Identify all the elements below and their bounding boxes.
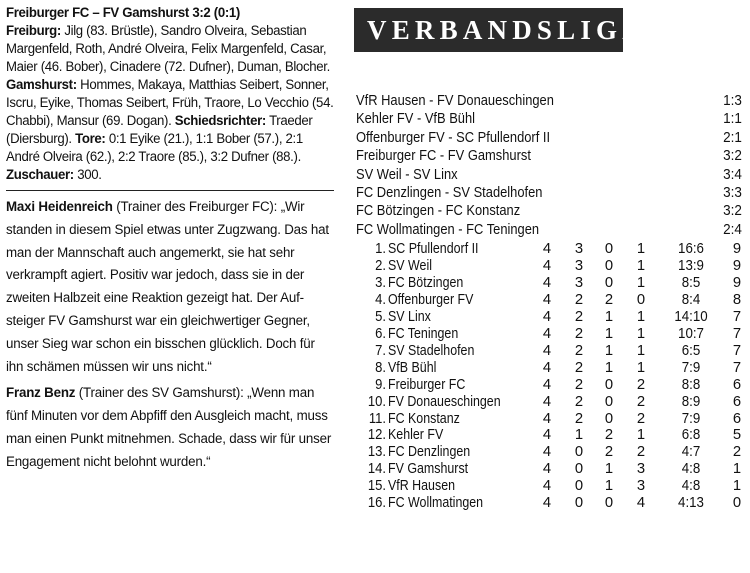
standing-losses: 1 bbox=[636, 359, 646, 376]
standing-games: 4 bbox=[542, 342, 552, 359]
standing-losses: 3 bbox=[636, 461, 646, 478]
standing-games: 4 bbox=[542, 478, 552, 495]
standing-losses: 1 bbox=[636, 325, 646, 342]
standing-goals: 16:6 bbox=[678, 241, 704, 258]
standing-games: 4 bbox=[542, 410, 552, 427]
standing-wins: 2 bbox=[574, 325, 584, 342]
standing-rank: 5. bbox=[375, 308, 386, 325]
standing-wins: 2 bbox=[574, 393, 584, 410]
standing-team: VfB Bühl bbox=[388, 359, 437, 376]
result-score: 1:1 bbox=[723, 110, 742, 128]
quote-benz bbox=[6, 382, 334, 473]
referee-label: Schiedsrichter: bbox=[174, 113, 266, 129]
table-row bbox=[354, 444, 746, 461]
standing-points: 6 bbox=[732, 393, 742, 410]
table-row bbox=[354, 258, 746, 275]
standing-losses: 2 bbox=[636, 410, 646, 427]
result-row bbox=[354, 147, 746, 165]
standing-games: 4 bbox=[542, 444, 552, 461]
result-row bbox=[354, 184, 746, 202]
standing-wins: 2 bbox=[574, 308, 584, 325]
quote-heidenreich bbox=[6, 196, 334, 378]
league-title: VERBANDSLIGA bbox=[354, 8, 623, 52]
standing-team: FV Gamshurst bbox=[388, 461, 469, 478]
standing-points: 5 bbox=[732, 427, 742, 444]
result-match: SV Weil - SV Linx bbox=[356, 165, 458, 183]
standing-wins: 0 bbox=[574, 478, 584, 495]
standing-losses: 2 bbox=[636, 393, 646, 410]
standing-losses: 1 bbox=[636, 258, 646, 275]
standing-points: 6 bbox=[732, 376, 742, 393]
table-row bbox=[354, 326, 746, 343]
standing-draws: 2 bbox=[604, 291, 614, 308]
standing-goals: 8:9 bbox=[681, 393, 701, 410]
table-row bbox=[354, 241, 746, 258]
standing-team: SC Pfullendorf II bbox=[388, 241, 479, 258]
standing-losses: 3 bbox=[636, 478, 646, 495]
standing-games: 4 bbox=[542, 427, 552, 444]
standing-games: 4 bbox=[542, 258, 552, 275]
standing-rank: 11. bbox=[368, 410, 386, 427]
standing-rank: 16. bbox=[367, 495, 386, 512]
standing-games: 4 bbox=[542, 495, 552, 512]
standing-games: 4 bbox=[542, 308, 552, 325]
standing-points: 2 bbox=[732, 444, 742, 461]
divider bbox=[6, 190, 334, 191]
standing-team: FC Teningen bbox=[388, 325, 459, 342]
standing-wins: 0 bbox=[574, 461, 584, 478]
standing-goals: 8:5 bbox=[681, 275, 701, 291]
result-score: 2:4 bbox=[723, 220, 742, 238]
result-match: Freiburger FC - FV Gamshurst bbox=[356, 147, 531, 165]
standing-wins: 0 bbox=[574, 495, 584, 512]
standing-rank: 2. bbox=[375, 258, 386, 275]
standing-points: 1 bbox=[732, 461, 742, 478]
quote-text: (Trainer des Freiburger FC): „Wir standen in diesem Spiel etwas unter Zugzwang. Das hat man der Mannschaft auch angemerkt, sie hat sehr verkrampft agiert. Positiv war jedoch, dass sie in der zweiten Halbzeit eine Reaktion gezeigt hat. Der Aufsteiger FV Gamshurst war ein gleichwertiger Gegner, unser Sieg war schon ein bisschen glücklich. Doch für ihn schämen müssen wir uns nicht.“ bbox=[6, 199, 329, 375]
standing-games: 4 bbox=[542, 461, 552, 478]
standing-losses: 1 bbox=[636, 241, 646, 258]
referee-name: Traeder (Diersburg). bbox=[6, 113, 313, 147]
standing-losses: 0 bbox=[636, 291, 646, 308]
standing-team: FC Denzlingen bbox=[388, 444, 471, 461]
standing-rank: 9. bbox=[375, 376, 386, 393]
standing-draws: 1 bbox=[604, 342, 614, 359]
spectators-label: Zuschauer: bbox=[6, 167, 74, 183]
team2-label: Gamshurst: bbox=[6, 77, 77, 93]
standing-games: 4 bbox=[542, 291, 552, 308]
table-row bbox=[354, 360, 746, 377]
standing-team: SV Stadelhofen bbox=[388, 342, 475, 359]
standing-draws: 2 bbox=[604, 444, 614, 461]
standing-draws: 0 bbox=[604, 275, 614, 291]
standing-wins: 2 bbox=[574, 359, 584, 376]
standing-points: 8 bbox=[732, 291, 742, 308]
standing-points: 1 bbox=[732, 478, 742, 495]
result-match: FC Wollmatingen - FC Teningen bbox=[356, 220, 540, 238]
result-match: Offenburger FV - SC Pfullendorf II bbox=[356, 128, 551, 146]
standing-points: 7 bbox=[732, 308, 742, 325]
standing-goals: 4:7 bbox=[681, 444, 701, 461]
table-row bbox=[354, 478, 746, 495]
standing-draws: 0 bbox=[604, 258, 614, 275]
standing-losses: 1 bbox=[636, 275, 646, 291]
result-score: 3:4 bbox=[723, 165, 742, 183]
match-report-column bbox=[6, 4, 334, 478]
table-row bbox=[354, 309, 746, 326]
standing-team: Freiburger FC bbox=[388, 376, 466, 393]
table-row bbox=[354, 495, 746, 512]
standing-goals: 8:4 bbox=[681, 291, 701, 308]
standing-games: 4 bbox=[542, 376, 552, 393]
match-report bbox=[6, 4, 334, 184]
standing-losses: 4 bbox=[636, 495, 646, 512]
result-match: FC Denzlingen - SV Stadelhofen bbox=[356, 183, 543, 201]
standing-draws: 2 bbox=[604, 427, 614, 444]
match-headline: Freiburger FC – FV Gamshurst 3:2 (0:1) bbox=[6, 5, 240, 21]
standing-goals: 6:5 bbox=[681, 342, 701, 359]
team1-lineup: Jilg (83. Brüstle), Sandro Olveira, Sebastian Margenfeld, Roth, André Olveira, Felix Margenfeld, Casar, Maier (46. Bober), Cinadere (72. Dufner), Duman, Blocher. bbox=[6, 23, 330, 75]
result-score: 3:3 bbox=[723, 183, 742, 201]
table-row bbox=[354, 377, 746, 394]
standing-losses: 2 bbox=[636, 444, 646, 461]
standing-goals: 14:10 bbox=[674, 308, 708, 325]
standing-points: 9 bbox=[732, 258, 742, 275]
table-row bbox=[354, 275, 746, 292]
standing-rank: 10. bbox=[367, 393, 386, 410]
standing-points: 0 bbox=[732, 495, 742, 512]
standing-rank: 4. bbox=[375, 291, 386, 308]
standing-points: 7 bbox=[732, 359, 742, 376]
standing-wins: 2 bbox=[574, 410, 584, 427]
standing-goals: 7:9 bbox=[681, 410, 701, 427]
standing-rank: 1. bbox=[375, 241, 386, 258]
league-column bbox=[354, 8, 746, 512]
standing-wins: 2 bbox=[574, 291, 584, 308]
standing-goals: 10:7 bbox=[678, 325, 704, 342]
standing-rank: 13. bbox=[367, 444, 386, 461]
standing-wins: 3 bbox=[574, 241, 584, 258]
result-score: 1:3 bbox=[723, 92, 742, 109]
standing-draws: 1 bbox=[604, 325, 614, 342]
result-row bbox=[354, 129, 746, 147]
result-row bbox=[354, 202, 746, 220]
standing-goals: 8:8 bbox=[681, 376, 701, 393]
standing-wins: 3 bbox=[574, 275, 584, 291]
standing-goals: 4:8 bbox=[681, 461, 701, 478]
standing-points: 6 bbox=[732, 410, 742, 427]
standing-rank: 7. bbox=[375, 342, 386, 359]
standing-losses: 1 bbox=[636, 308, 646, 325]
standing-draws: 0 bbox=[604, 410, 614, 427]
standing-draws: 0 bbox=[604, 495, 614, 512]
standing-draws: 0 bbox=[604, 376, 614, 393]
result-match: VfR Hausen - FV Donaueschingen bbox=[356, 92, 554, 109]
standing-draws: 0 bbox=[604, 241, 614, 258]
standing-rank: 12. bbox=[367, 427, 386, 444]
standing-draws: 1 bbox=[604, 478, 614, 495]
result-match: FC Bötzingen - FC Konstanz bbox=[356, 202, 521, 220]
standing-goals: 6:8 bbox=[681, 427, 701, 444]
result-match: Kehler FV - VfB Bühl bbox=[356, 110, 476, 128]
standing-team: FC Bötzingen bbox=[388, 275, 464, 291]
table-row bbox=[354, 292, 746, 309]
quote-speaker: Maxi Heidenreich bbox=[6, 199, 113, 215]
standing-team: Kehler FV bbox=[388, 427, 444, 444]
standing-games: 4 bbox=[542, 275, 552, 291]
standing-games: 4 bbox=[542, 241, 552, 258]
standing-losses: 1 bbox=[636, 342, 646, 359]
result-score: 3:2 bbox=[723, 147, 742, 165]
standing-wins: 1 bbox=[574, 427, 584, 444]
standing-rank: 8. bbox=[375, 359, 386, 376]
table-row bbox=[354, 427, 746, 444]
standing-points: 7 bbox=[732, 325, 742, 342]
standing-draws: 1 bbox=[604, 461, 614, 478]
standing-losses: 2 bbox=[636, 376, 646, 393]
team1-label: Freiburg: bbox=[6, 23, 61, 39]
quote-text: (Trainer des SV Gamshurst): „Wenn man fünf Minuten vor dem Abpfiff den Ausgleich macht, muss man einen Punkt mitnehmen. Schade, dass wir für unser Engagement nicht belohnt wurden.“ bbox=[6, 385, 332, 470]
standing-wins: 2 bbox=[574, 376, 584, 393]
standing-games: 4 bbox=[542, 325, 552, 342]
team2-lineup: Hommes, Makaya, Matthias Seibert, Sonner, Iscru, Eyike, Thomas Seibert, Früh, Traore, Lo Vecchio (54. Chabbi), Mansur (69. Dogan). bbox=[6, 77, 334, 129]
standing-team: SV Weil bbox=[388, 258, 432, 275]
standing-rank: 15. bbox=[367, 478, 386, 495]
standing-games: 4 bbox=[542, 359, 552, 376]
standing-team: SV Linx bbox=[388, 308, 431, 325]
standing-points: 9 bbox=[732, 241, 742, 258]
table-row bbox=[354, 461, 746, 478]
standing-rank: 3. bbox=[375, 275, 386, 291]
standing-draws: 1 bbox=[604, 308, 614, 325]
standing-wins: 0 bbox=[574, 444, 584, 461]
result-row bbox=[354, 166, 746, 184]
table-row bbox=[354, 394, 746, 411]
standing-points: 7 bbox=[732, 342, 742, 359]
result-score: 2:1 bbox=[723, 128, 742, 146]
standing-losses: 1 bbox=[636, 427, 646, 444]
standing-team: FC Wollmatingen bbox=[388, 495, 484, 512]
goals-list: 0:1 Eyike (21.), 1:1 Bober (57.), 2:1 André Olveira (62.), 2:2 Traore (85.), 3:2 Dufner (88.). bbox=[6, 131, 303, 165]
results-list bbox=[354, 92, 746, 239]
table-row bbox=[354, 343, 746, 360]
standing-rank: 14. bbox=[367, 461, 386, 478]
standing-wins: 3 bbox=[574, 258, 584, 275]
quote-speaker: Franz Benz bbox=[6, 385, 76, 402]
standing-team: VfR Hausen bbox=[388, 478, 456, 495]
standing-goals: 13:9 bbox=[678, 258, 704, 275]
result-row bbox=[354, 110, 746, 128]
standing-rank: 6. bbox=[375, 325, 386, 342]
standing-draws: 0 bbox=[604, 393, 614, 410]
standing-goals: 7:9 bbox=[681, 359, 701, 376]
result-row bbox=[354, 221, 746, 239]
goals-label: Tore: bbox=[75, 131, 106, 147]
standing-goals: 4:8 bbox=[681, 478, 701, 495]
spectators-count: 300. bbox=[73, 167, 102, 183]
standing-team: Offenburger FV bbox=[388, 291, 474, 308]
standing-wins: 2 bbox=[574, 342, 584, 359]
standing-points: 9 bbox=[732, 275, 742, 291]
table-row bbox=[354, 411, 746, 428]
standings-table bbox=[354, 241, 746, 512]
result-row bbox=[354, 92, 746, 110]
standing-team: FV Donaueschingen bbox=[388, 393, 501, 410]
standing-goals: 4:13 bbox=[678, 495, 704, 512]
standing-team: FC Konstanz bbox=[388, 410, 460, 427]
standing-draws: 1 bbox=[604, 359, 614, 376]
standing-games: 4 bbox=[542, 393, 552, 410]
result-score: 3:2 bbox=[723, 202, 742, 220]
